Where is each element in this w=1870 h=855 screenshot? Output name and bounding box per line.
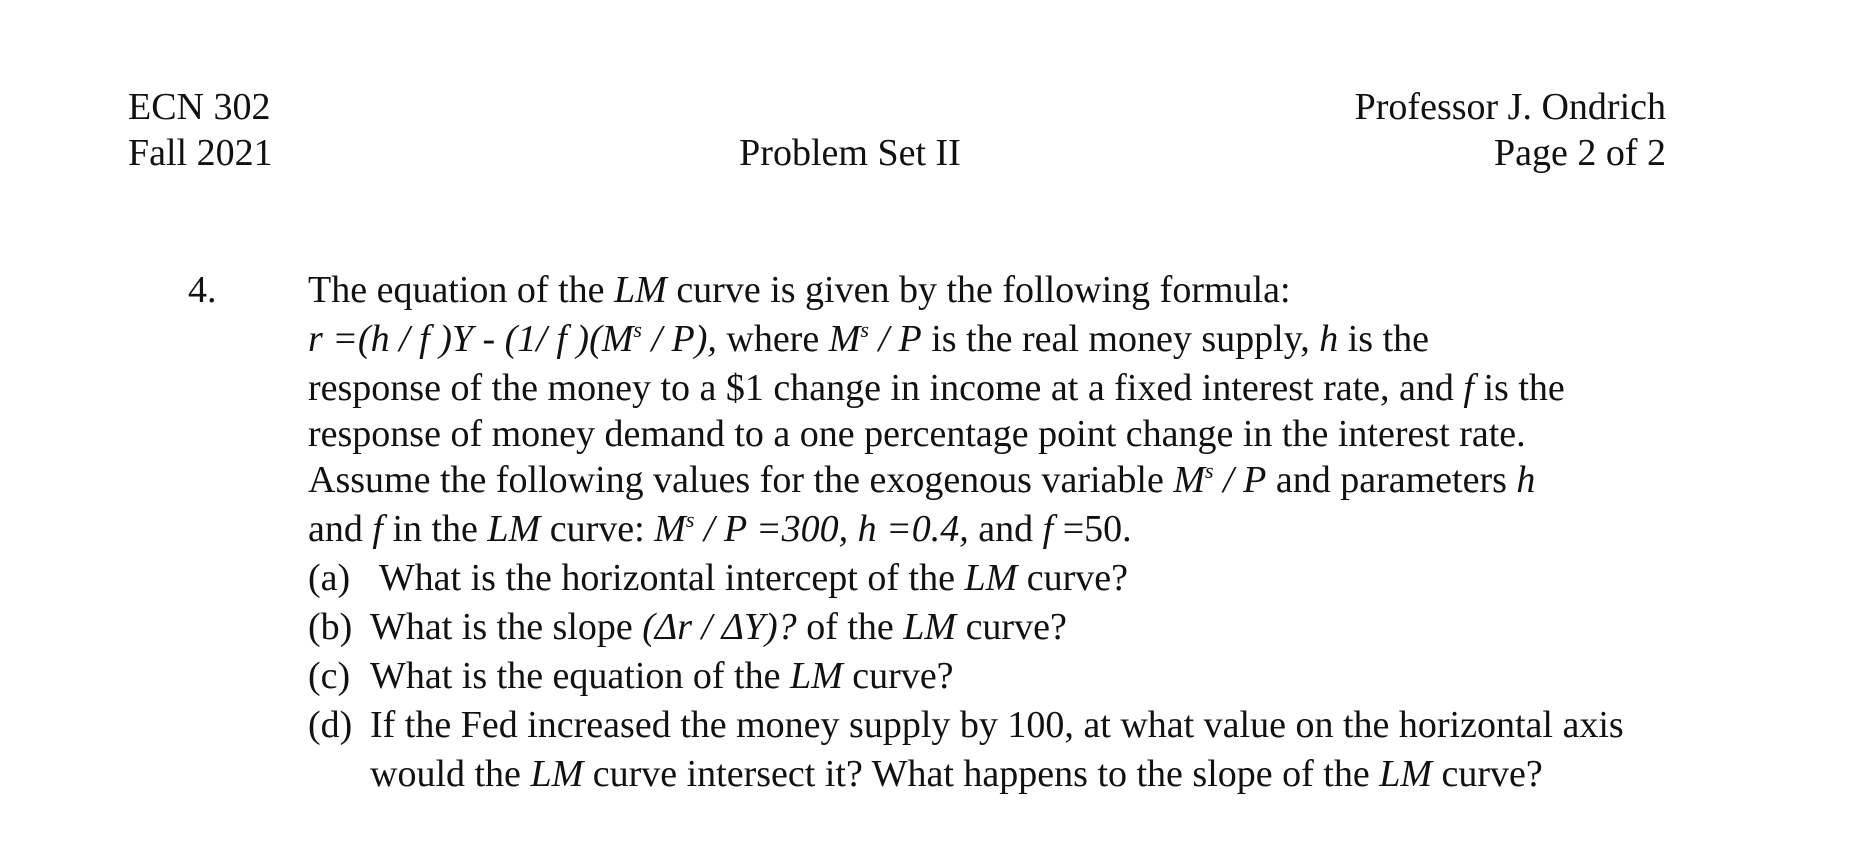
- real-money-supply-symbol: $M^s$ / P: [828, 317, 922, 360]
- professor-name: Professor J. Ondrich: [1354, 86, 1666, 128]
- part-d-continuation: would the LM curve intersect it? What happens to the slope of the LM curve?: [370, 753, 1543, 795]
- course-code: ECN 302: [128, 86, 271, 128]
- question-line-3: response of the money to a $1 change in income at a fixed interest rate, and f is the: [308, 367, 1565, 409]
- part-c: (c) What is the equation of the LM curve?: [308, 655, 954, 697]
- question-line-1: The equation of the LM curve is given by the following formula:: [308, 269, 1291, 311]
- question-line-2: r =(h / f )Y - (1/ f )$(M^s / P)$, where $M^s$ / P is the real money supply, h is the: [308, 317, 1430, 360]
- parameter-values: $M^s / P =300$, h =0.4,: [654, 507, 969, 550]
- slope-expression: (Δr / ΔY)?: [642, 606, 797, 648]
- part-d: (d) If the Fed increased the money supply by 100, at what value on the horizontal axis: [308, 704, 1624, 746]
- question-number: 4.: [188, 269, 217, 311]
- lm-formula: r =(h / f )Y - (1/ f )$(M^s / P)$,: [308, 317, 717, 360]
- part-b: (b) What is the slope (Δr / ΔY)? of the LM curve?: [308, 606, 1067, 648]
- question-line-5: Assume the following values for the exogenous variable $M^s$ / P and parameters h: [308, 458, 1536, 501]
- document-title: Problem Set II: [739, 132, 961, 174]
- part-a: (a) What is the horizontal intercept of the LM curve?: [308, 557, 1128, 599]
- question-body: [308, 267, 1728, 800]
- page-number: Page 2 of 2: [1493, 132, 1666, 174]
- question-line-4: response of money demand to a one percentage point change in the interest rate.: [308, 413, 1526, 455]
- term: Fall 2021: [128, 132, 273, 174]
- header-right: [1355, 84, 1666, 176]
- question-line-6: and f in the LM curve: $M^s / P =300$, h =0.4, and f =50.: [308, 507, 1132, 550]
